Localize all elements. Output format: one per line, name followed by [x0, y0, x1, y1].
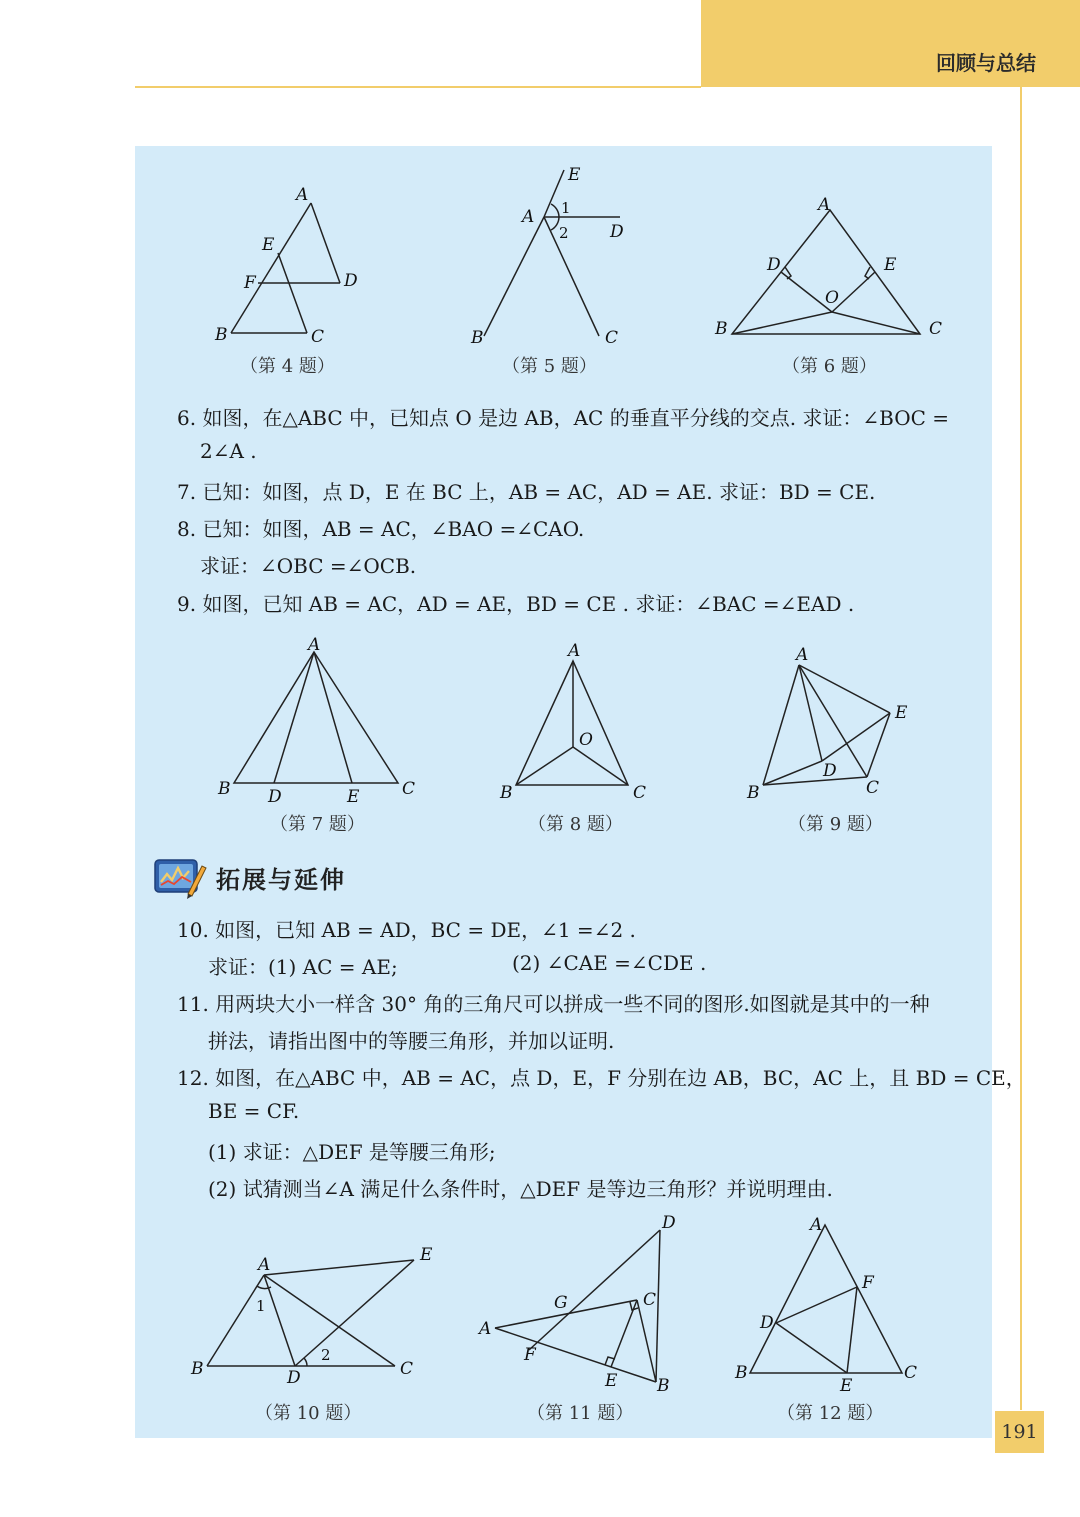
fig11-label-D: D: [662, 1213, 676, 1233]
fig5-label-1: 1: [561, 199, 571, 217]
fig12-label-F: F: [862, 1273, 874, 1293]
fig10-caption: （第 10 题）: [255, 1403, 362, 1424]
fig6-label-C: C: [929, 319, 943, 339]
figure-4: [200, 180, 380, 350]
fig8-caption: （第 8 题）: [528, 814, 623, 835]
fig6-label-O: O: [825, 288, 839, 308]
page-number: 191: [995, 1411, 1044, 1453]
section-heading: [152, 852, 346, 902]
fig11-label-G: G: [554, 1293, 568, 1313]
fig8-label-O: O: [579, 730, 593, 750]
fig11-label-A: A: [479, 1319, 492, 1339]
fig10-label-A: A: [258, 1255, 271, 1275]
side-rule: [1020, 87, 1022, 1410]
fig9-label-C: C: [866, 778, 880, 798]
problem-12-line1: 12. 如图，在△ABC 中，AB = AC，点 D，E，F 分别在边 AB，BC，AC 上，且 BD = CE，: [177, 1066, 1026, 1090]
fig8-label-C: C: [633, 783, 647, 803]
problem-10-line2a: 求证：(1) AC = AE;: [208, 955, 398, 979]
fig8-label-B: B: [500, 783, 513, 803]
fig12-label-D: D: [760, 1313, 774, 1333]
fig6-label-E: E: [884, 255, 897, 275]
problem-12-line2: BE = CF.: [208, 1099, 300, 1123]
fig4-label-A: A: [296, 185, 309, 205]
fig7-caption: （第 7 题）: [270, 814, 365, 835]
header-tab: [701, 0, 1080, 87]
fig12-label-C: C: [904, 1363, 918, 1383]
problem-12-part1: (1) 求证：△DEF 是等腰三角形;: [208, 1140, 496, 1164]
fig9-label-E: E: [895, 703, 908, 723]
fig8-label-A: A: [568, 641, 581, 661]
fig10-label-B: B: [191, 1359, 204, 1379]
problem-8-line1: 8. 已知：如图，AB = AC，∠BAO =∠CAO.: [177, 517, 585, 541]
fig4-label-E: E: [262, 235, 275, 255]
figure-12: [730, 1210, 930, 1400]
fig5-label-C: C: [605, 328, 619, 348]
figure-6: [710, 190, 950, 350]
figure-7: [210, 630, 420, 810]
fig6-label-B: B: [715, 319, 728, 339]
problem-10-line1: 10. 如图，已知 AB = AD，BC = DE，∠1 =∠2 .: [177, 918, 636, 942]
fig12-label-E: E: [840, 1376, 853, 1396]
header-rule: [135, 86, 701, 88]
fig4-label-C: C: [311, 327, 325, 347]
figure-9: [740, 640, 930, 810]
figure-8: [490, 638, 660, 808]
fig11-label-E: E: [605, 1371, 618, 1391]
problem-8-line2: 求证：∠OBC =∠OCB.: [200, 554, 417, 578]
fig5-label-E: E: [568, 165, 581, 185]
fig12-caption: （第 12 题）: [777, 1403, 884, 1424]
problem-11-line2: 拼法，请指出图中的等腰三角形，并加以证明.: [208, 1029, 615, 1053]
fig7-label-E: E: [347, 787, 360, 807]
fig7-label-D: D: [268, 787, 282, 807]
fig10-label-D: D: [287, 1368, 301, 1388]
problem-6-line2: 2∠A .: [200, 439, 257, 463]
chapter-title: 回顾与总结: [936, 51, 1036, 75]
problem-11-line1: 11. 用两块大小一样含 30° 角的三角尺可以拼成一些不同的图形.如图就是其中的一种: [177, 992, 930, 1016]
chart-pencil-icon: [152, 854, 208, 900]
problem-12-part2: (2) 试猜测当∠A 满足什么条件时，△DEF 是等边三角形？并说明理由.: [208, 1177, 833, 1201]
fig12-label-A: A: [810, 1215, 823, 1235]
fig7-label-B: B: [218, 779, 231, 799]
fig9-label-D: D: [823, 761, 837, 781]
fig10-label-1: 1: [256, 1297, 266, 1315]
fig11-label-C: C: [643, 1290, 657, 1310]
figure-11: [470, 1210, 700, 1400]
fig11-label-F: F: [524, 1345, 536, 1365]
section-title: 拓展与延伸: [216, 865, 346, 894]
fig9-label-B: B: [747, 783, 760, 803]
fig9-caption: （第 9 题）: [788, 814, 883, 835]
fig5-label-2: 2: [559, 224, 569, 242]
fig11-label-B: B: [657, 1376, 670, 1396]
fig9-label-A: A: [796, 645, 809, 665]
fig10-label-C: C: [400, 1359, 414, 1379]
fig10-label-2: 2: [321, 1346, 331, 1364]
fig6-caption: （第 6 题）: [782, 356, 877, 377]
fig4-label-B: B: [215, 325, 228, 345]
fig11-caption: （第 11 题）: [527, 1403, 634, 1424]
fig5-label-A: A: [522, 207, 535, 227]
fig10-label-E: E: [420, 1245, 433, 1265]
fig5-label-D: D: [610, 222, 624, 242]
figure-5: [460, 160, 640, 350]
fig4-label-D: D: [344, 271, 358, 291]
fig6-label-D: D: [767, 255, 781, 275]
fig7-label-C: C: [402, 779, 416, 799]
fig5-caption: （第 5 题）: [502, 356, 597, 377]
fig12-label-B: B: [735, 1363, 748, 1383]
fig7-label-A: A: [308, 635, 321, 655]
problem-10-line2b: (2) ∠CAE =∠CDE .: [512, 951, 707, 975]
fig5-label-B: B: [471, 328, 484, 348]
problem-9: 9. 如图，已知 AB = AC，AD = AE，BD = CE . 求证：∠BAC =∠EAD .: [177, 592, 855, 616]
problem-7: 7. 已知：如图，点 D，E 在 BC 上，AB = AC，AD = AE. 求证：BD = CE.: [177, 480, 876, 504]
problem-6-line1: 6. 如图，在△ABC 中，已知点 O 是边 AB，AC 的垂直平分线的交点. 求证：∠BOC =: [177, 406, 950, 430]
fig6-label-A: A: [818, 195, 831, 215]
figure-10: [185, 1240, 445, 1390]
fig4-caption: （第 4 题）: [240, 356, 335, 377]
fig4-label-F: F: [244, 273, 256, 293]
